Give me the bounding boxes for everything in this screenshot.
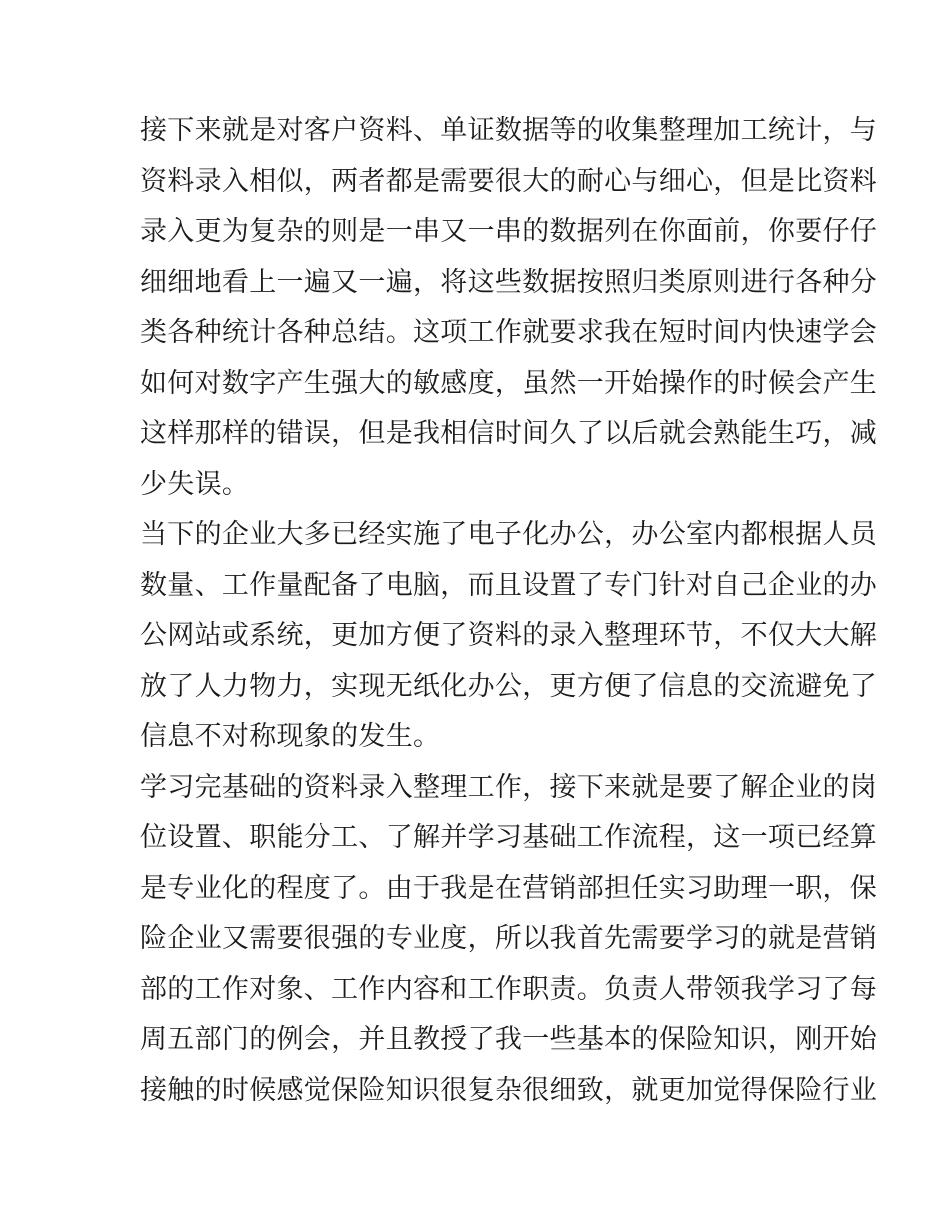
text-line: 类各种统计各种总结。这项工作就要求我在短时间内快速学会 xyxy=(140,317,878,348)
text-line: 录入更为复杂的则是一串又一串的数据列在你面前，你要仔仔 xyxy=(140,216,878,247)
text-line: 如何对数字产生强大的敏感度，虽然一开始操作的时候会产生 xyxy=(140,367,878,399)
text-line: 是专业化的程度了。由于我是在营销部担任实习助理一职，保 xyxy=(140,872,878,904)
text-line: 信息不对称现象的发生。 xyxy=(140,721,441,752)
text-line: 公网站或系统，更加方便了资料的录入整理环节，不仅大大解 xyxy=(140,620,878,651)
text-line: 险企业又需要很强的专业度，所以我首先需要学习的就是营销 xyxy=(140,923,878,954)
text-line: 放了人力物力，实现无纸化办公，更方便了信息的交流避免了 xyxy=(140,670,878,702)
text-line: 资料录入相似，两者都是需要很大的耐心与细心，但是比资料 xyxy=(140,165,878,197)
text-line: 接触的时候感觉保险知识很复杂很细致，就更加觉得保险行业 xyxy=(140,1074,878,1106)
text-line: 当下的企业大多已经实施了电子化办公，办公室内都根据人员 xyxy=(140,519,878,550)
text-line: 少失误。 xyxy=(140,468,250,500)
text-line: 这样那样的错误，但是我相信时间久了以后就会熟能生巧，减 xyxy=(140,418,878,449)
text-line: 学习完基础的资料录入整理工作，接下来就是要了解企业的岗 xyxy=(140,771,878,803)
text-line: 周五部门的例会，并且教授了我一些基本的保险知识，刚开始 xyxy=(140,1024,878,1055)
text-line: 部的工作对象、工作内容和工作职责。负责人带领我学习了每 xyxy=(140,973,878,1005)
text-line: 细细地看上一遍又一遍，将这些数据按照归类原则进行各种分 xyxy=(140,266,878,298)
text-line: 接下来就是对客户资料、单证数据等的收集整理加工统计，与 xyxy=(140,115,878,146)
text-line: 数量、工作量配备了电脑，而且设置了专门针对自己企业的办 xyxy=(140,569,878,601)
body-text xyxy=(140,106,878,1116)
text-line: 位设置、职能分工、了解并学习基础工作流程，这一项已经算 xyxy=(140,822,878,853)
